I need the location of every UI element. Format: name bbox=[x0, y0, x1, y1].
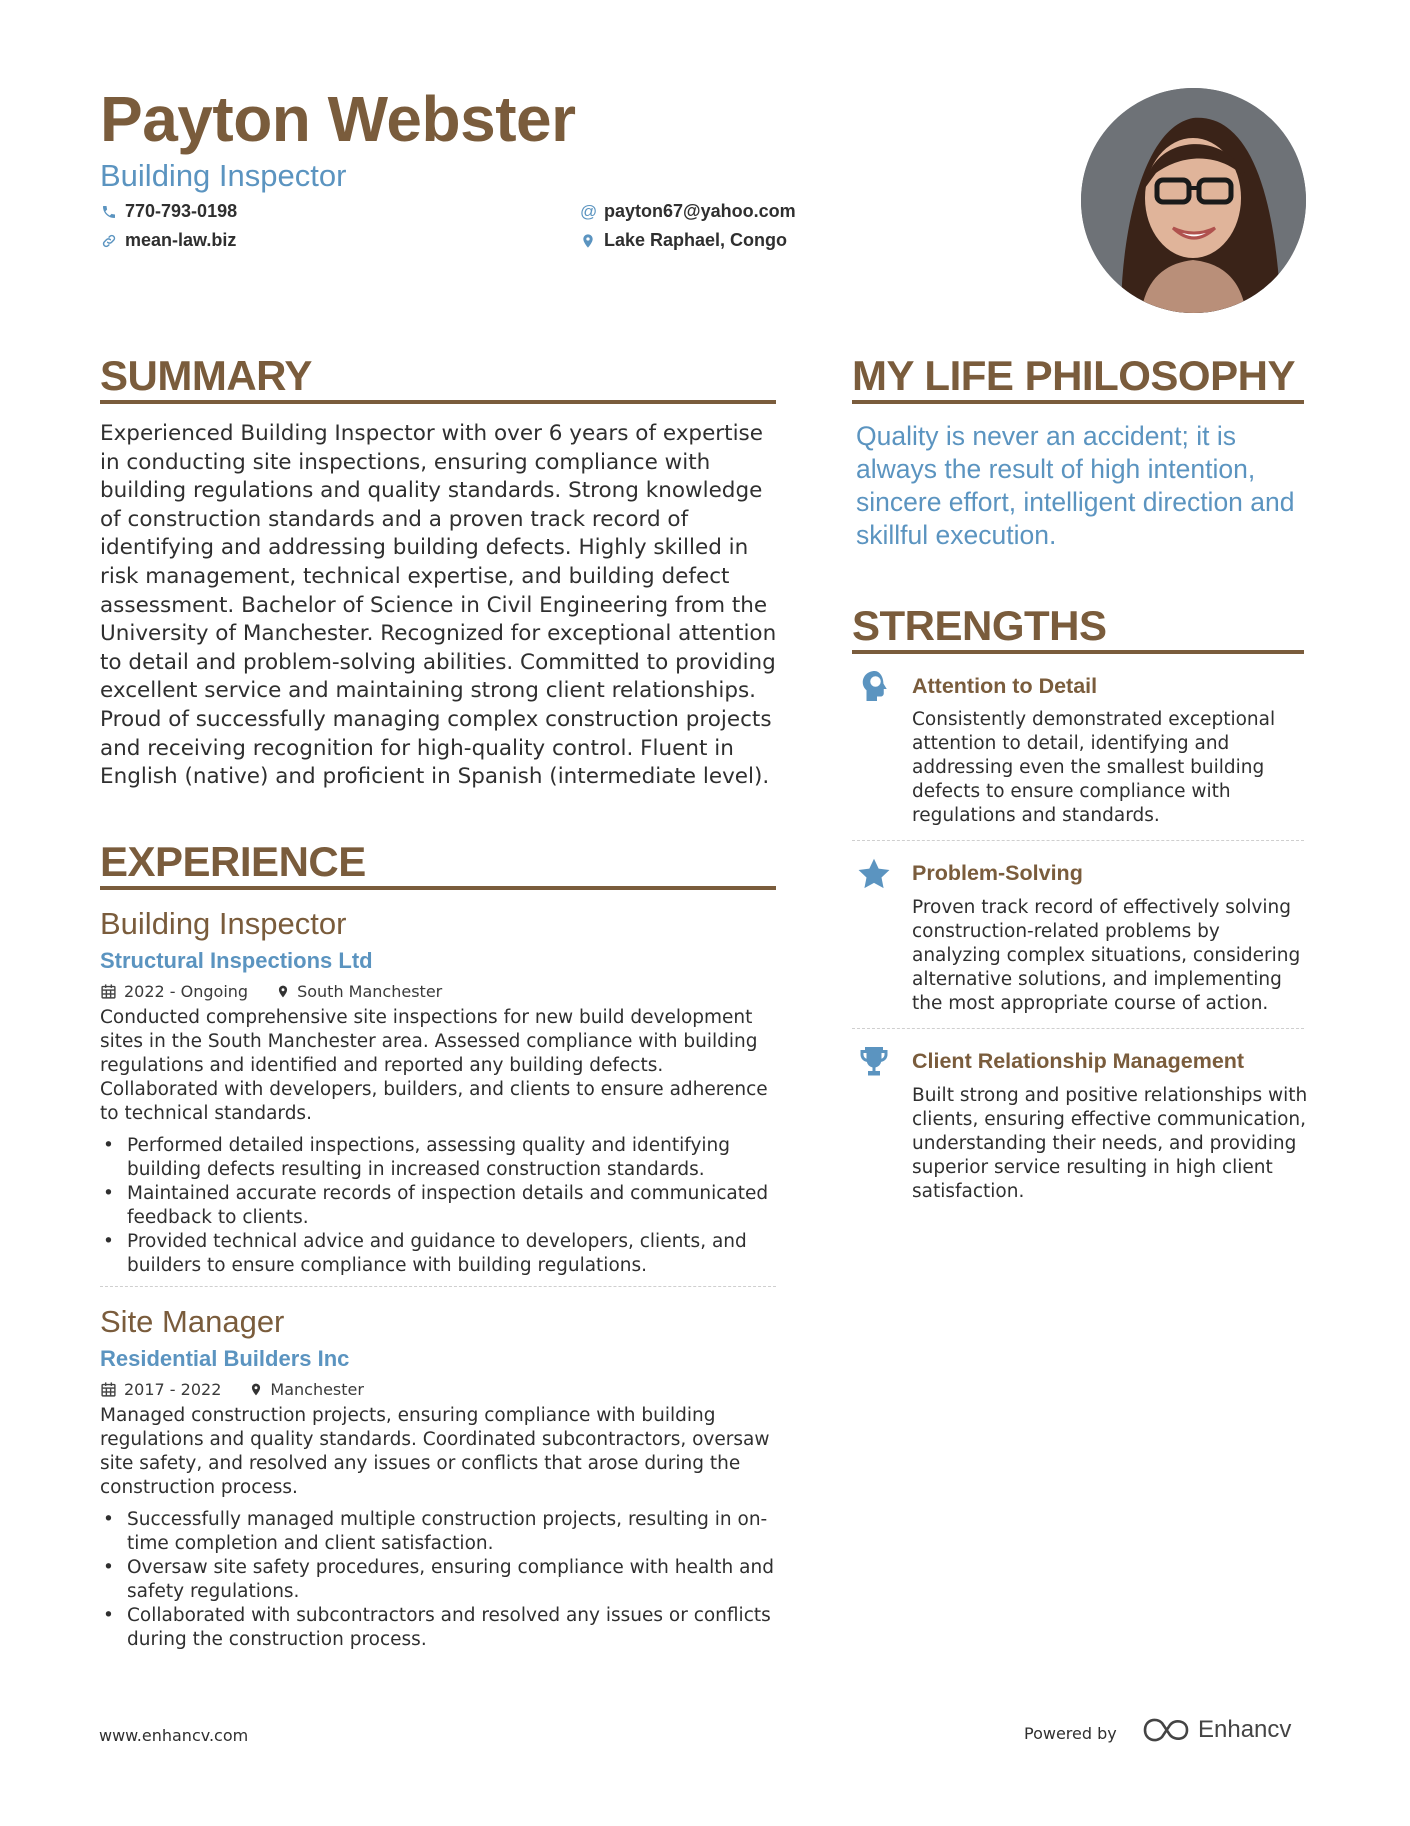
summary-divider bbox=[100, 400, 776, 404]
trophy-icon bbox=[856, 1044, 892, 1080]
job-meta bbox=[100, 982, 470, 1001]
list-item: • Provided technical advice and guidance to developers, clients, and builders to ensure compliance with building regulations. bbox=[100, 1230, 782, 1278]
list-item: • Collaborated with subcontractors and resolved any issues or conflicts during the construction process. bbox=[100, 1604, 782, 1652]
job-dates bbox=[100, 1380, 221, 1399]
job-location bbox=[249, 1380, 364, 1399]
list-item: • Performed detailed inspections, assessing quality and identifying building defects resulting in increased construction standards. bbox=[100, 1134, 782, 1182]
job-meta bbox=[100, 1380, 392, 1399]
list-item: • Successfully managed multiple construction projects, resulting in on-time completion and client satisfaction. bbox=[100, 1508, 782, 1556]
enhancv-logo[interactable] bbox=[1142, 1716, 1291, 1744]
email-text[interactable]: payton67@yahoo.com bbox=[604, 201, 796, 221]
candidate-role: Building Inspector bbox=[100, 158, 347, 193]
job-title: Site Manager bbox=[100, 1304, 285, 1339]
strengths-divider bbox=[852, 650, 1304, 654]
summary-heading: SUMMARY bbox=[100, 352, 312, 399]
location-pin-icon bbox=[276, 983, 290, 1000]
job-company: Residential Builders Inc bbox=[100, 1346, 350, 1371]
contact-email bbox=[580, 201, 796, 222]
calendar-icon bbox=[100, 1381, 117, 1398]
philosophy-heading: MY LIFE PHILOSOPHY bbox=[852, 352, 1295, 399]
head-icon bbox=[856, 668, 892, 704]
strength-separator bbox=[852, 840, 1304, 841]
job-location-text: Manchester bbox=[270, 1380, 364, 1399]
philosophy-quote: Quality is never an accident; it is always the result of high intention, sincere effort, intelligent direction and skillful execution. bbox=[856, 421, 1295, 550]
job-bullets bbox=[100, 1508, 782, 1652]
job-description: Managed construction projects, ensuring compliance with building regulations and quality standards. Coordinated subcontractors, oversaw site safety, and resolved any issues or conflicts that arose during the construction process. bbox=[100, 1405, 770, 1498]
job-separator bbox=[100, 1286, 776, 1287]
website-text[interactable]: mean-law.biz bbox=[125, 230, 237, 250]
strength-title: Attention to Detail bbox=[912, 674, 1098, 698]
strength-title: Problem-Solving bbox=[912, 861, 1083, 885]
contact-location bbox=[580, 230, 787, 251]
location-pin-icon bbox=[580, 233, 596, 249]
avatar-photo bbox=[1081, 88, 1306, 313]
philosophy-divider bbox=[852, 400, 1304, 404]
job-dates-text: 2017 - 2022 bbox=[124, 1380, 222, 1399]
location-pin-icon bbox=[249, 1381, 263, 1398]
job-bullets bbox=[100, 1134, 782, 1278]
strength-title: Client Relationship Management bbox=[912, 1049, 1245, 1073]
list-item: • Maintained accurate records of inspection details and communicated feedback to clients. bbox=[100, 1182, 782, 1230]
location-text: Lake Raphael, Congo bbox=[604, 230, 788, 250]
avatar bbox=[1081, 88, 1306, 313]
at-icon: @ bbox=[580, 201, 598, 221]
job-company: Structural Inspections Ltd bbox=[100, 948, 373, 973]
strength-description: Built strong and positive relationships with clients, ensuring effective communication, understanding their needs, and providing superior service resulting in high client satisfaction. bbox=[912, 1085, 1308, 1202]
job-location-text: South Manchester bbox=[297, 982, 443, 1001]
calendar-icon bbox=[100, 983, 117, 1000]
candidate-name: Payton Webster bbox=[100, 83, 576, 155]
job-dates bbox=[100, 982, 248, 1001]
enhancv-logo-text: Enhancv bbox=[1198, 1716, 1292, 1743]
experience-heading: EXPERIENCE bbox=[100, 838, 366, 885]
job-description: Conducted comprehensive site inspections for new build development sites in the South Manchester area. Assessed compliance with building regulations and identified and reported any building defects. Collaborated with developers, builders, and clients to ensure adherence to technical standards. bbox=[100, 1007, 768, 1124]
enhancv-logo-icon bbox=[1142, 1717, 1190, 1743]
strength-description: Consistently demonstrated exceptional attention to detail, identifying and addressing even the smallest building defects to ensure compliance with regulations and standards. bbox=[912, 709, 1276, 826]
contact-website bbox=[101, 230, 236, 251]
summary-text: Experienced Building Inspector with over 6 years of expertise in conducting site inspections, ensuring compliance with building regulations and quality standards. Strong knowledge of construction standards and a proven track record of identifying and addressing building defects. Highly skilled in risk management, technical expertise, and building defect assessment. Bachelor of Science in Civil Engineering from the University of Manchester. Recognized for exceptional attention to detail and problem-solving abilities. Committed to providing excellent service and maintaining strong client relationships. Proud of successfully managing complex construction projects and receiving recognition for high-quality control. Fluent in English (native) and proficient in Spanish (intermediate level). bbox=[100, 421, 777, 790]
phone-icon bbox=[101, 204, 117, 220]
contact-phone bbox=[101, 201, 237, 222]
strengths-heading: STRENGTHS bbox=[852, 602, 1107, 649]
experience-divider bbox=[100, 886, 776, 890]
strength-description: Proven track record of effectively solving construction-related problems by analyzing complex situations, considering alternative solutions, and implementing the most appropriate course of action. bbox=[912, 897, 1301, 1014]
job-location bbox=[276, 982, 442, 1001]
job-title: Building Inspector bbox=[100, 906, 347, 941]
job-dates-text: 2022 - Ongoing bbox=[124, 982, 249, 1001]
list-item: • Oversaw site safety procedures, ensuring compliance with health and safety regulations. bbox=[100, 1556, 782, 1604]
phone-text: 770-793-0198 bbox=[125, 201, 238, 221]
strength-separator bbox=[852, 1028, 1304, 1029]
footer-powered-by: Powered by bbox=[1024, 1724, 1117, 1743]
star-icon bbox=[856, 856, 892, 892]
footer-website[interactable]: www.enhancv.com bbox=[99, 1726, 249, 1745]
link-icon bbox=[101, 233, 117, 249]
